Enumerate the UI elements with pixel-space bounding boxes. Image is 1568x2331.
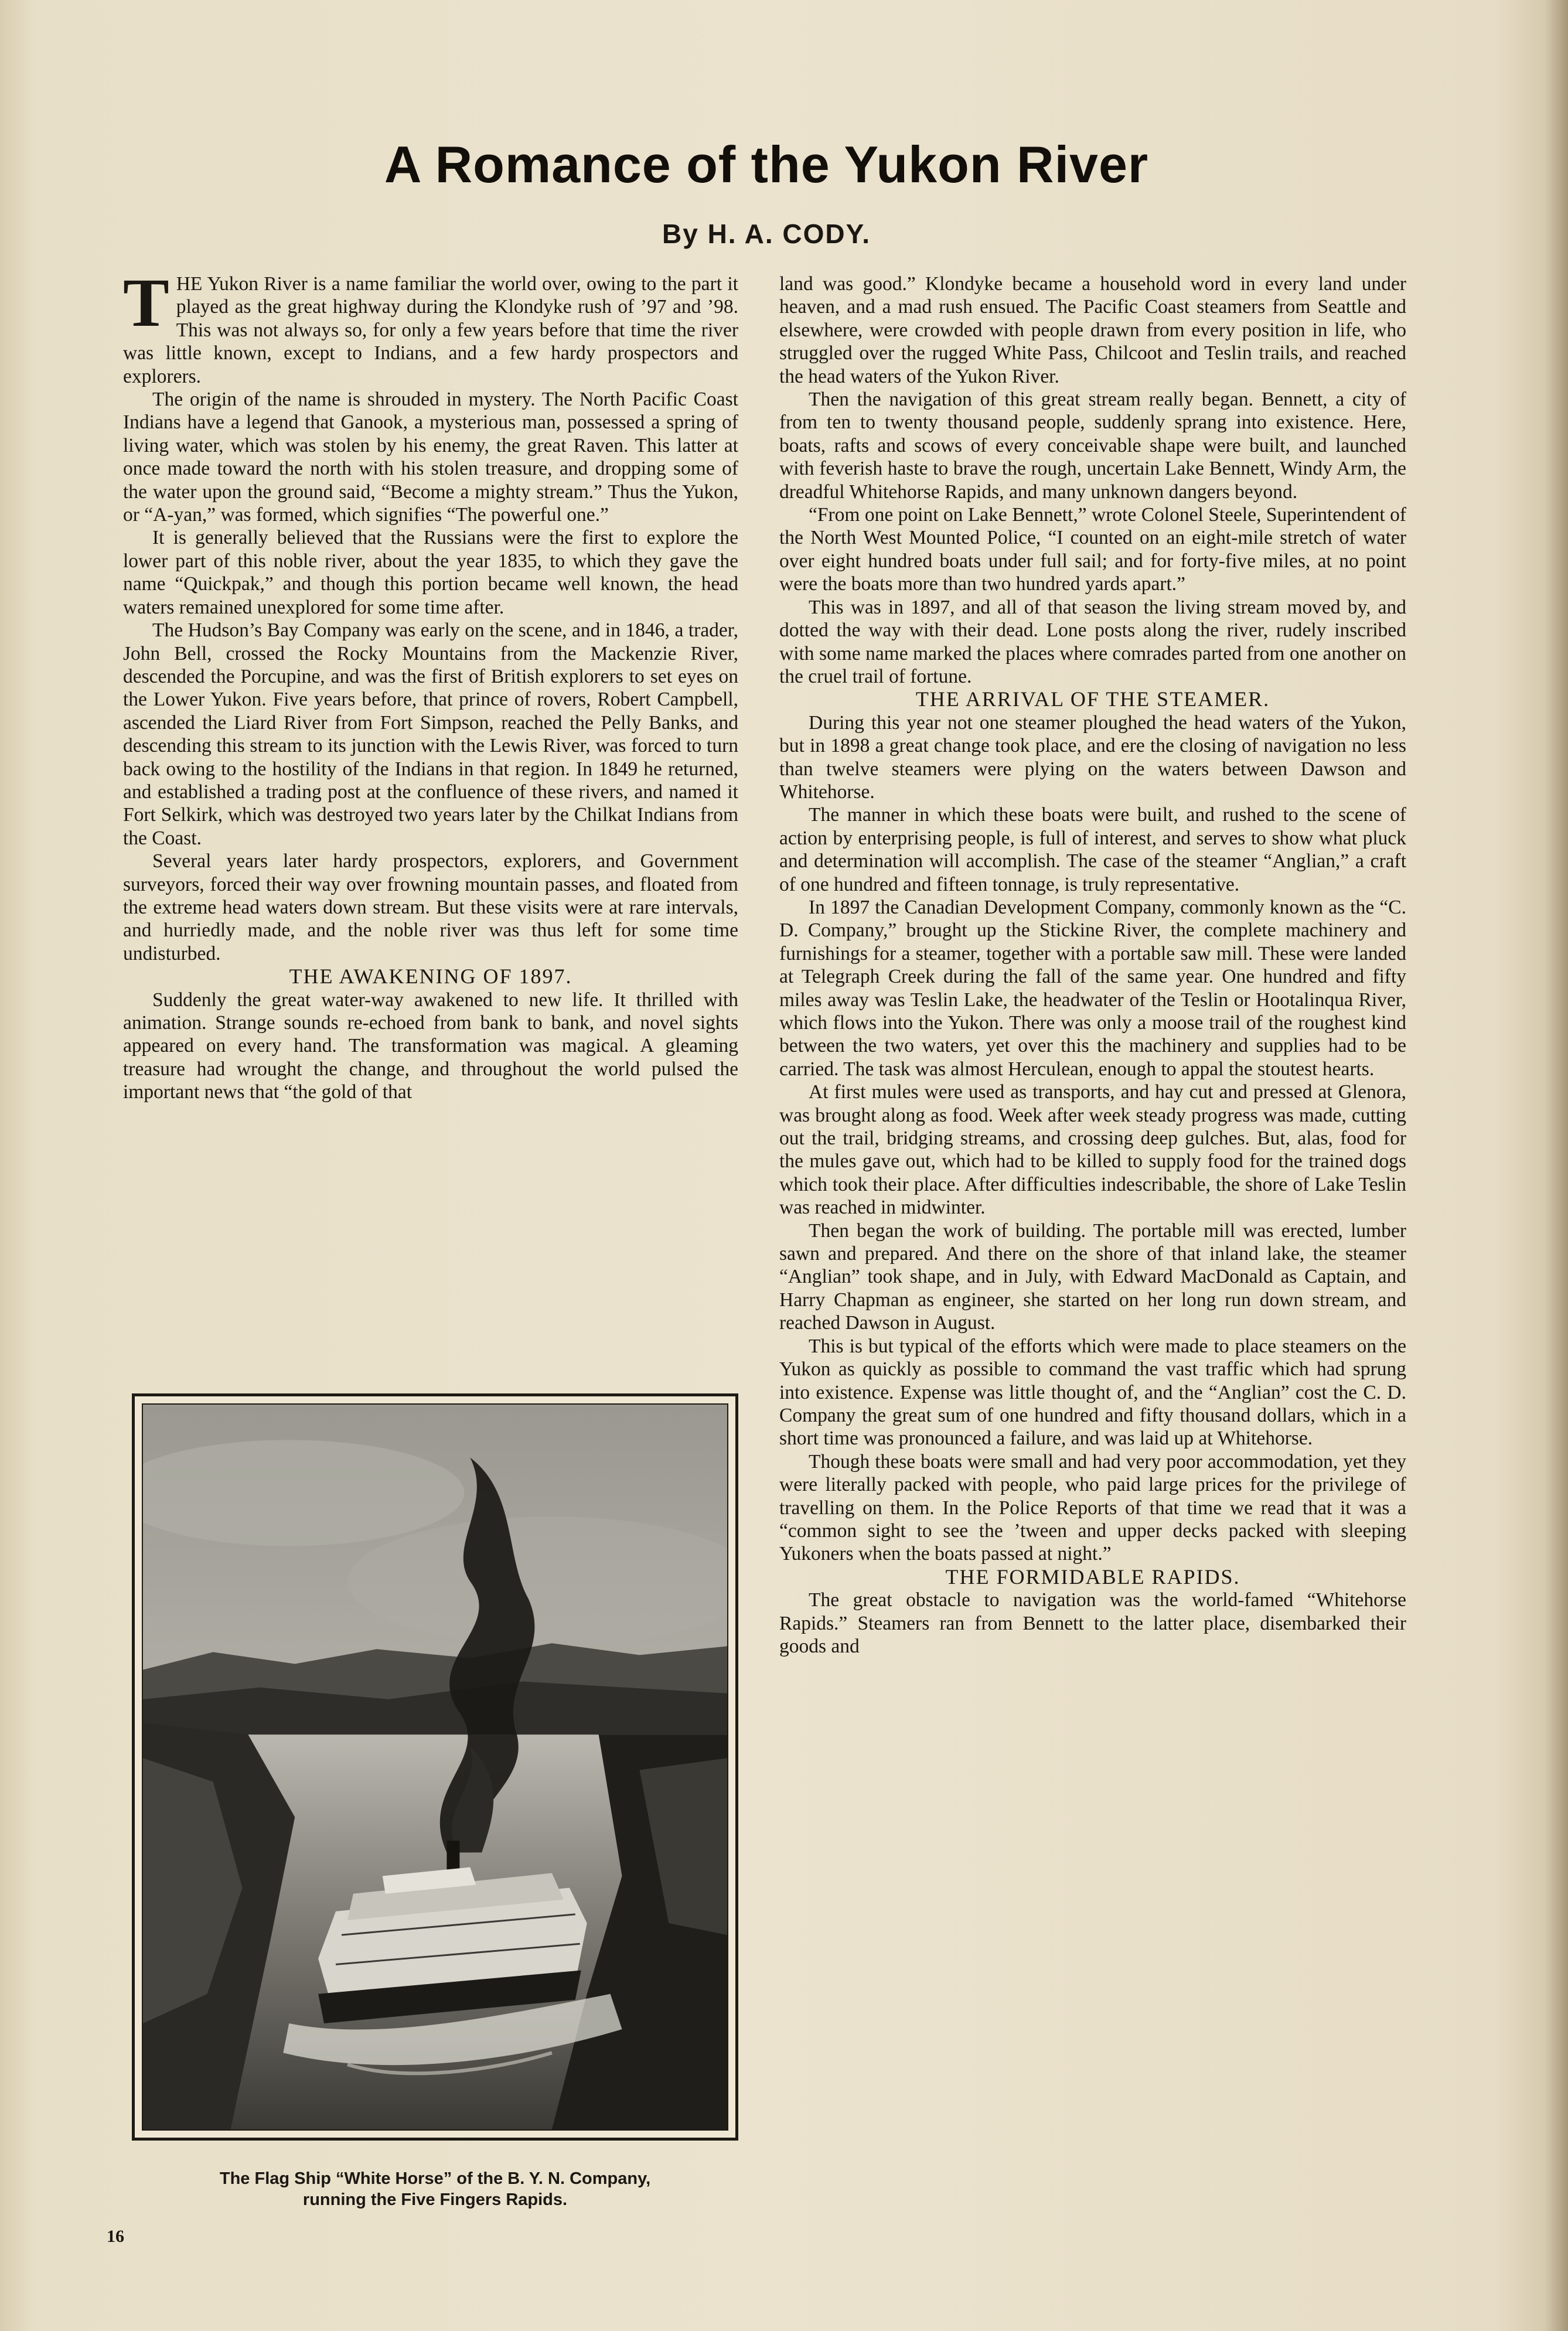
- paragraph-text: HE Yukon River is a name familiar the world over, owing to the part it played as the great highway during the Klondyke rush of ’97 and ’98. This was not always so, for only a few years before that time the river was little known, except to Indians, and a few hardy prospectors and explorers.: [123, 273, 738, 387]
- paragraph: This was in 1897, and all of that season the living stream moved by, and dotted the way with their dead. Lone posts along the river, rudely inscribed with some name marked the places where comrades parted from one another on the cruel trail of fortune.: [779, 596, 1406, 687]
- paragraph: The origin of the name is shrouded in mystery. The North Pacific Coast Indians have a legend that Ganook, a mysterious man, possessed a spring of living water, which was stolen by his enemy, the great Raven. This latter at once made toward the north with his stolen treasure, and dropping some of the water upon the ground said, “Become a mighty stream.” Thus the Yukon, or “A-yan,” was formed, which signifies “The powerful one.”: [123, 388, 738, 526]
- drop-cap: T: [123, 264, 169, 341]
- paragraph: Then the navigation of this great stream really began. Bennett, a city of from ten to twenty thousand people, suddenly sprang into existence. Here, boats, rafts and scows of every conceivable shape were built, and launched with feverish haste to brave the rough, uncertain Lake Bennett, Windy Arm, the dreadful Whitehorse Rapids, and many unknown dangers beyond.: [779, 388, 1406, 503]
- paragraph: The great obstacle to navigation was the world-famed “Whitehorse Rapids.” Steamers ran from Bennett to the latter place, disembarked their goods and: [779, 1589, 1406, 1657]
- left-column: [123, 264, 738, 1104]
- caption-line: The Flag Ship “White Horse” of the B. Y. N. Company,: [219, 2169, 651, 2188]
- section-heading: THE FORMIDABLE RAPIDS.: [945, 1565, 1240, 1589]
- article-byline: By H. A. CODY.: [662, 219, 871, 249]
- paragraph: [123, 264, 738, 388]
- paragraph: The Hudson’s Bay Company was early on the scene, and in 1846, a trader, John Bell, crossed the Rocky Mountains from the Mackenzie River, descended the Porcupine, and was the first of British explorers to set eyes on the Lower Yukon. Five years before, that prince of rovers, Robert Campbell, ascended the Liard River from Fort Simpson, reached the Pelly Banks, and descending this stream to its junction with the Lewis River, was forced to turn back owing to the hostility of the Indians in that region. In 1849 he returned, and established a trading post at the confluence of these rivers, and named it Fort Selkirk, which was destroyed two years later by the Chilkat Indians from the Coast.: [123, 619, 738, 849]
- paragraph: This is but typical of the efforts which were made to place steamers on the Yukon as quickly as possible to command the vast traffic which had sprung into existence. Expense was little thought of, and the “Anglian” cost the C. D. Company the great sum of one hundred and fifty thousand dollars, which in a short time was pronounced a failure, and was laid up at Whitehorse.: [779, 1335, 1406, 1450]
- paragraph: In 1897 the Canadian Development Company, commonly known as the “C. D. Company,” brought up the Stickine River, the complete machinery and furnishings for a steamer, together with a portable saw mill. These were landed at Telegraph Creek during the fall of the same year. One hundred and fifty miles away was Teslin Lake, the headwater of the Teslin or Hootalinqua River, which flows into the Yukon. There was only a moose trail of the roughest kind between the two waters, yet over this the machinery and supplies had to be carried. The task was almost Herculean, enough to appal the stoutest hearts.: [779, 896, 1406, 1080]
- paragraph: During this year not one steamer ploughed the head waters of the Yukon, but in 1898 a great change took place, and ere the closing of navigation no less than twelve steamers were plying on the waters between Dawson and Whitehorse.: [779, 711, 1406, 803]
- steamboat-photo: [142, 1403, 728, 2131]
- steamboat-illustration: [143, 1405, 727, 2129]
- section-heading: THE ARRIVAL OF THE STEAMER.: [915, 687, 1270, 711]
- paragraph: Several years later hardy prospectors, explorers, and Government surveyors, forced their way over frowning mountain passes, and floated from the extreme head waters down stream. But these visits were at rare intervals, and hurriedly made, and the noble river was thus left for some time undisturbed.: [123, 850, 738, 965]
- paragraph: Though these boats were small and had very poor accommodation, yet they were literally packed with people, who paid large prices for the privilege of travelling on them. In the Police Reports of that time we read that it was a “common sight to see the ’tween and upper decks packed with sleeping Yukoners when the boats passed at night.”: [779, 1450, 1406, 1565]
- paragraph: “From one point on Lake Bennett,” wrote Colonel Steele, Superintendent of the North West Mounted Police, “I counted on an eight-mile stretch of water over eight hundred boats under full sail; and for forty-five miles, at no point were the boats more than two hundred yards apart.”: [779, 504, 1406, 595]
- paragraph: Then began the work of building. The portable mill was erected, lumber sawn and prepared. And there on the shore of that inland lake, the steamer “Anglian” took shape, and in July, with Edward MacDonald as Captain, and Harry Chapman as engineer, she started on her long run down stream, and reached Dawson in August.: [779, 1219, 1406, 1334]
- caption-line: running the Five Fingers Rapids.: [302, 2190, 568, 2209]
- photo-caption: [132, 2168, 738, 2210]
- photo-frame: [132, 1393, 738, 2141]
- section-heading: THE AWAKENING OF 1897.: [289, 965, 572, 989]
- paragraph: Suddenly the great water-way awakened to new life. It thrilled with animation. Strange sounds re-echoed from bank to bank, and novel sights appeared on every hand. The transformation was magical. A gleaming treasure had wrought the change, and throughout the world pulsed the important news that “the gold of that: [123, 989, 738, 1103]
- paragraph: At first mules were used as transports, and hay cut and pressed at Glenora, was brought along as food. Week after week steady progress was made, cutting out the trail, bridging streams, and crossing deep gulches. But, alas, food for the mules gave out, which had to be killed to supply food for the trained dogs which took their place. After difficulties indescribable, the shore of Lake Teslin was reached in midwinter.: [779, 1081, 1406, 1219]
- page-number: 16: [107, 2227, 124, 2246]
- paragraph: The manner in which these boats were built, and rushed to the scene of action by enterprising people, is full of interest, and serves to show what pluck and determination will accomplish. The case of the steamer “Anglian,” a craft of one hundred and fifteen tonnage, is truly representative.: [779, 804, 1406, 895]
- paragraph: It is generally believed that the Russians were the first to explore the lower part of this noble river, about the year 1835, to which they gave the name “Quickpak,” and though this portion became well known, the head waters remained unexplored for some time after.: [123, 527, 738, 618]
- paragraph: land was good.” Klondyke became a household word in every land under heaven, and a mad rush ensued. The Pacific Coast steamers from Seattle and elsewhere, were crowded with people drawn from every position in life, who struggled over the rugged White Pass, Chilcoot and Teslin trails, and reached the head waters of the Yukon River.: [779, 273, 1406, 387]
- right-column: [779, 272, 1406, 1658]
- page-binding-shadow: [1545, 0, 1568, 2331]
- article-title: A Romance of the Yukon River: [384, 135, 1149, 193]
